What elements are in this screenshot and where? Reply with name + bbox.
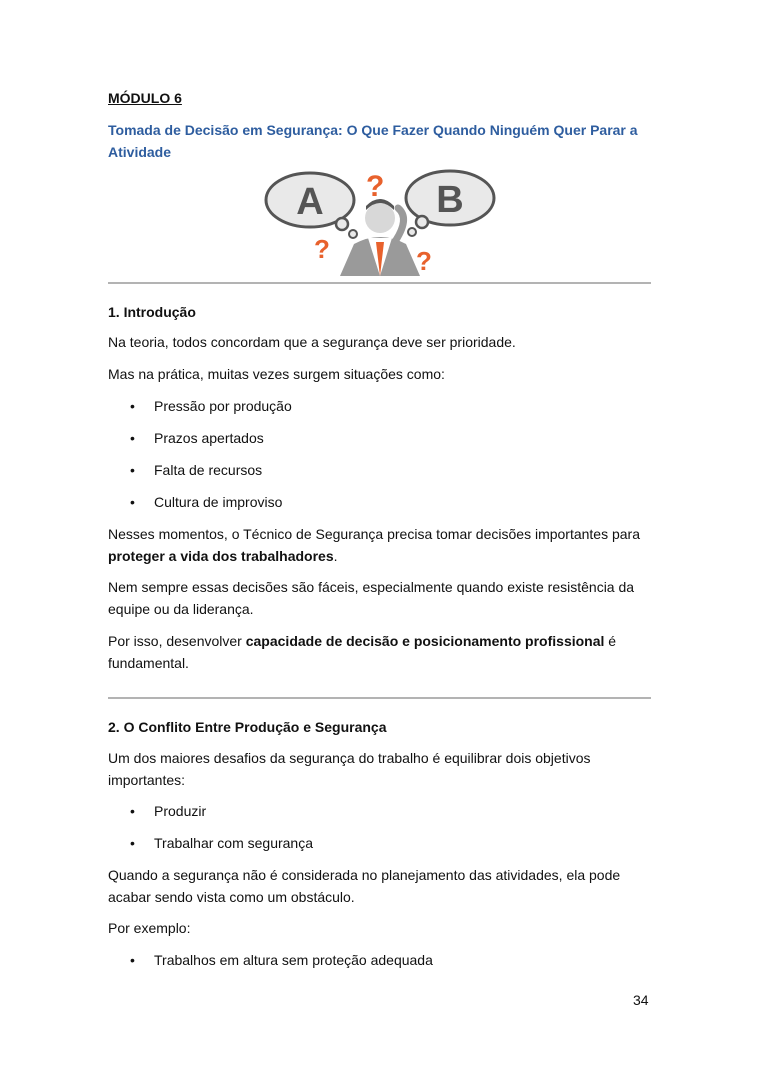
paragraph: Por exemplo:	[108, 920, 191, 936]
paragraph: Nesses momentos, o Técnico de Segurança precisa tomar decisões importantes para proteger a vida dos trabalhadores.	[108, 526, 641, 564]
page-number: 34	[633, 992, 649, 1008]
paragraph: Quando a segurança não é considerada no planejamento das atividades, ela pode acabar sendo vista como um obstáculo.	[108, 867, 621, 905]
section-subtitle: Tomada de Decisão em Segurança: O Que Fazer Quando Ninguém Quer Parar a Atividade	[108, 122, 638, 160]
section-divider	[108, 697, 651, 699]
question-mark-icon: ?	[314, 234, 330, 264]
question-mark-icon: ?	[416, 246, 432, 276]
thought-bubble-b	[406, 171, 494, 236]
thought-bubble-a	[266, 173, 357, 238]
paragraph: Mas na prática, muitas vezes surgem situações como:	[108, 366, 445, 382]
section-heading: 2. O Conflito Entre Produção e Segurança	[108, 719, 387, 735]
list-item: • Trabalhar com segurança	[130, 835, 314, 851]
list-item: • Produzir	[130, 803, 207, 819]
question-mark-icon: ?	[366, 170, 385, 203]
list-item: • Trabalhos em altura sem proteção adequada	[130, 952, 433, 968]
decision-illustration	[262, 166, 498, 276]
svg-text:B: B	[436, 179, 464, 221]
paragraph: Na teoria, todos concordam que a segurança deve ser prioridade.	[108, 334, 516, 350]
list-item: • Cultura de improviso	[130, 494, 283, 510]
paragraph: Nem sempre essas decisões são fáceis, especialmente quando existe resistência da equipe ou da liderança.	[108, 579, 635, 617]
paragraph: Por isso, desenvolver capacidade de decisão e posicionamento profissional é fundamental.	[108, 633, 617, 671]
paragraph: Um dos maiores desafios da segurança do trabalho é equilibrar dois objetivos importantes:	[108, 750, 591, 788]
svg-text:A: A	[296, 181, 324, 223]
section-heading: 1. Introdução	[108, 304, 196, 320]
section-divider	[108, 282, 651, 284]
list-item: • Pressão por produção	[130, 398, 292, 414]
list-item: • Falta de recursos	[130, 462, 263, 478]
module-title: MÓDULO 6	[108, 90, 182, 106]
list-item: • Prazos apertados	[130, 430, 264, 446]
